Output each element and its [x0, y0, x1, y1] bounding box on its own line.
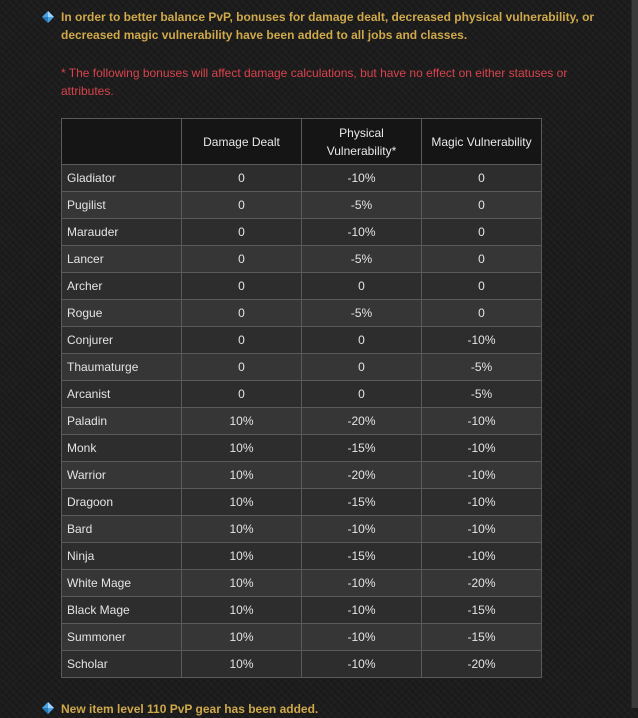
damage-dealt-cell: 10%	[182, 597, 302, 624]
damage-dealt-cell: 0	[182, 381, 302, 408]
job-name-cell: Monk	[62, 435, 182, 462]
damage-dealt-cell: 0	[182, 192, 302, 219]
job-name-cell: Conjurer	[62, 327, 182, 354]
damage-dealt-cell: 10%	[182, 435, 302, 462]
magic-vulnerability-cell: -10%	[422, 327, 542, 354]
table-row	[62, 435, 542, 462]
magic-vulnerability-cell: -10%	[422, 543, 542, 570]
damage-dealt-cell: 0	[182, 246, 302, 273]
table-row	[62, 408, 542, 435]
damage-dealt-cell: 0	[182, 354, 302, 381]
physical-vulnerability-cell: -10%	[302, 624, 422, 651]
physical-vulnerability-cell: 0	[302, 381, 422, 408]
physical-vulnerability-cell: -10%	[302, 570, 422, 597]
table-row	[62, 516, 542, 543]
header-physical-vulnerability: Physical Vulnerability*	[302, 119, 422, 165]
physical-vulnerability-cell: 0	[302, 273, 422, 300]
table-row	[62, 462, 542, 489]
table-row	[62, 381, 542, 408]
job-name-cell: Lancer	[62, 246, 182, 273]
damage-dealt-cell: 0	[182, 219, 302, 246]
physical-vulnerability-cell: 0	[302, 354, 422, 381]
page-right-edge	[631, 0, 638, 708]
physical-vulnerability-cell: -10%	[302, 516, 422, 543]
job-name-cell: Marauder	[62, 219, 182, 246]
damage-dealt-cell: 0	[182, 327, 302, 354]
job-name-cell: Warrior	[62, 462, 182, 489]
damage-dealt-cell: 10%	[182, 489, 302, 516]
crystal-bullet-icon	[42, 11, 54, 23]
job-name-cell: Scholar	[62, 651, 182, 678]
magic-vulnerability-cell: -5%	[422, 381, 542, 408]
magic-vulnerability-cell: -20%	[422, 651, 542, 678]
job-name-cell: Thaumaturge	[62, 354, 182, 381]
table-row	[62, 192, 542, 219]
magic-vulnerability-cell: 0	[422, 192, 542, 219]
job-name-cell: White Mage	[62, 570, 182, 597]
table-row	[62, 300, 542, 327]
job-name-cell: Ninja	[62, 543, 182, 570]
magic-vulnerability-cell: -10%	[422, 408, 542, 435]
damage-dealt-cell: 10%	[182, 543, 302, 570]
magic-vulnerability-cell: 0	[422, 219, 542, 246]
damage-dealt-cell: 10%	[182, 462, 302, 489]
table-row	[62, 570, 542, 597]
table-row	[62, 165, 542, 192]
damage-dealt-cell: 0	[182, 300, 302, 327]
job-name-cell: Pugilist	[62, 192, 182, 219]
header-job	[62, 119, 182, 165]
pvp-balance-headline: In order to better balance PvP, bonuses for damage dealt, decreased physical vulnerability, or decreased magic vulnerability have been added to all jobs and classes.	[61, 10, 595, 42]
physical-vulnerability-cell: -15%	[302, 489, 422, 516]
magic-vulnerability-cell: -15%	[422, 624, 542, 651]
physical-vulnerability-cell: -10%	[302, 165, 422, 192]
magic-vulnerability-cell: 0	[422, 273, 542, 300]
table-row	[62, 246, 542, 273]
table-row	[62, 327, 542, 354]
table-row	[62, 597, 542, 624]
physical-vulnerability-cell: -10%	[302, 651, 422, 678]
crystal-bullet-icon	[42, 702, 54, 714]
physical-vulnerability-cell: -20%	[302, 462, 422, 489]
table-header-row	[62, 119, 542, 165]
table-row	[62, 489, 542, 516]
physical-vulnerability-cell: -5%	[302, 192, 422, 219]
physical-vulnerability-cell: -10%	[302, 597, 422, 624]
damage-dealt-cell: 10%	[182, 516, 302, 543]
table-row	[62, 273, 542, 300]
magic-vulnerability-cell: 0	[422, 246, 542, 273]
damage-dealt-cell: 10%	[182, 408, 302, 435]
job-name-cell: Gladiator	[62, 165, 182, 192]
damage-dealt-cell: 0	[182, 273, 302, 300]
magic-vulnerability-cell: -10%	[422, 516, 542, 543]
physical-vulnerability-cell: -20%	[302, 408, 422, 435]
magic-vulnerability-cell: 0	[422, 300, 542, 327]
damage-dealt-cell: 10%	[182, 570, 302, 597]
physical-vulnerability-cell: -15%	[302, 435, 422, 462]
bonus-footnote: * The following bonuses will affect damage calculations, but have no effect on either statuses or attributes.	[61, 66, 568, 98]
job-name-cell: Rogue	[62, 300, 182, 327]
table-row	[62, 651, 542, 678]
table-row	[62, 219, 542, 246]
damage-dealt-cell: 10%	[182, 651, 302, 678]
table-row	[62, 624, 542, 651]
new-gear-headline: New item level 110 PvP gear has been added.	[61, 702, 319, 716]
physical-vulnerability-cell: -15%	[302, 543, 422, 570]
job-name-cell: Arcanist	[62, 381, 182, 408]
magic-vulnerability-cell: -10%	[422, 435, 542, 462]
magic-vulnerability-cell: -5%	[422, 354, 542, 381]
job-name-cell: Black Mage	[62, 597, 182, 624]
physical-vulnerability-cell: -5%	[302, 246, 422, 273]
header-damage-dealt: Damage Dealt	[182, 119, 302, 165]
magic-vulnerability-cell: -15%	[422, 597, 542, 624]
physical-vulnerability-cell: -10%	[302, 219, 422, 246]
magic-vulnerability-cell: -10%	[422, 489, 542, 516]
physical-vulnerability-cell: -5%	[302, 300, 422, 327]
job-name-cell: Dragoon	[62, 489, 182, 516]
physical-vulnerability-cell: 0	[302, 327, 422, 354]
job-name-cell: Summoner	[62, 624, 182, 651]
damage-dealt-cell: 10%	[182, 624, 302, 651]
job-bonus-table	[61, 118, 542, 678]
header-magic-vulnerability: Magic Vulnerability	[422, 119, 542, 165]
job-name-cell: Bard	[62, 516, 182, 543]
table-row	[62, 543, 542, 570]
damage-dealt-cell: 0	[182, 165, 302, 192]
job-name-cell: Paladin	[62, 408, 182, 435]
magic-vulnerability-cell: -10%	[422, 462, 542, 489]
magic-vulnerability-cell: -20%	[422, 570, 542, 597]
table-row	[62, 354, 542, 381]
magic-vulnerability-cell: 0	[422, 165, 542, 192]
job-name-cell: Archer	[62, 273, 182, 300]
